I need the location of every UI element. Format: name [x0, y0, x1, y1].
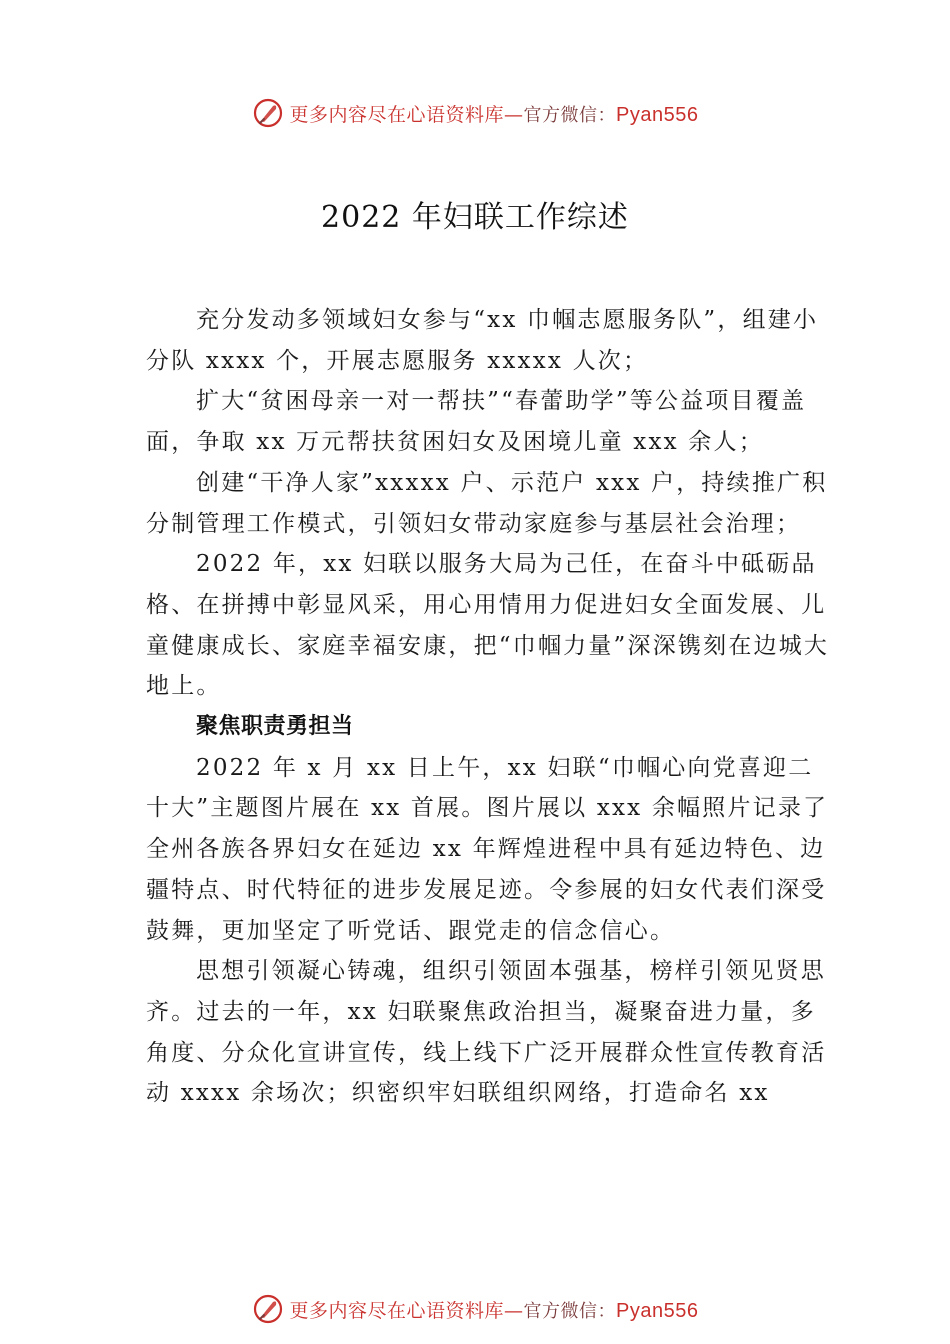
banner-text — [290, 1296, 699, 1323]
banner-wechat-label: 官方微信： — [523, 1300, 617, 1322]
banner-wechat-id: Pyan556 — [616, 1299, 699, 1322]
header-banner — [0, 93, 950, 133]
document-body — [146, 300, 836, 1114]
paragraph: 2022 年，xx 妇联以服务大局为己任，在奋斗中砥砺品格、在拼搏中彰显风采，用心用情用力促进妇女全面发展、儿童健康成长、家庭幸福安康，把“巾帼力量”深深镌刻在边城大地上。 — [146, 551, 830, 700]
quill-circle-logo-icon — [252, 1293, 284, 1325]
banner-text — [290, 100, 699, 127]
paragraph: 创建“干净人家”xxxxx 户、示范户 xxx 户，持续推广积分制管理工作模式，引领妇女带动家庭参与基层社会治理； — [146, 469, 828, 537]
quill-circle-logo-icon — [252, 97, 284, 129]
section-heading: 聚焦职责勇担当 — [196, 714, 354, 740]
banner-site-text: 更多内容尽在心语资料库 — [289, 103, 505, 126]
paragraph: 思想引领凝心铸魂，组织引领固本强基，榜样引领见贤思齐。过去的一年，xx 妇联聚焦政治担当，凝聚奋进力量，多角度、分众化宣讲宣传，线上线下广泛开展群众性宣传教育活动 xxxx 余场次；织密织牢妇联组织网络，打造命名 xx — [146, 958, 827, 1107]
banner-separator: — — [504, 1299, 524, 1322]
footer-banner — [0, 1289, 950, 1329]
banner-wechat-id: Pyan556 — [616, 103, 699, 126]
banner-site-text: 更多内容尽在心语资料库 — [289, 1299, 505, 1322]
document-title: 2022 年妇联工作综述 — [321, 200, 629, 235]
paragraph: 2022 年 x 月 xx 日上午，xx 妇联“巾帼心向党喜迎二十大”主题图片展在 xx 首展。图片展以 xxx 余幅照片记录了全州各族各界妇女在延边 xx 年辉煌进程中具有延边特色、边疆特点、时代特征的进步发展足迹。令参展的妇女代表们深受鼓舞，更加坚定了听党话、跟党走的信念信心。 — [146, 754, 829, 944]
paragraph: 扩大“贫困母亲一对一帮扶”“春蕾助学”等公益项目覆盖面，争取 xx 万元帮扶贫困妇女及困境儿童 xxx 余人； — [146, 388, 807, 456]
paragraph: 充分发动多领域妇女参与“xx 巾帼志愿服务队”，组建小分队 xxxx 个，开展志愿服务 xxxxx 人次； — [146, 307, 819, 374]
banner-separator: — — [504, 103, 524, 126]
banner-wechat-label: 官方微信： — [523, 104, 617, 126]
